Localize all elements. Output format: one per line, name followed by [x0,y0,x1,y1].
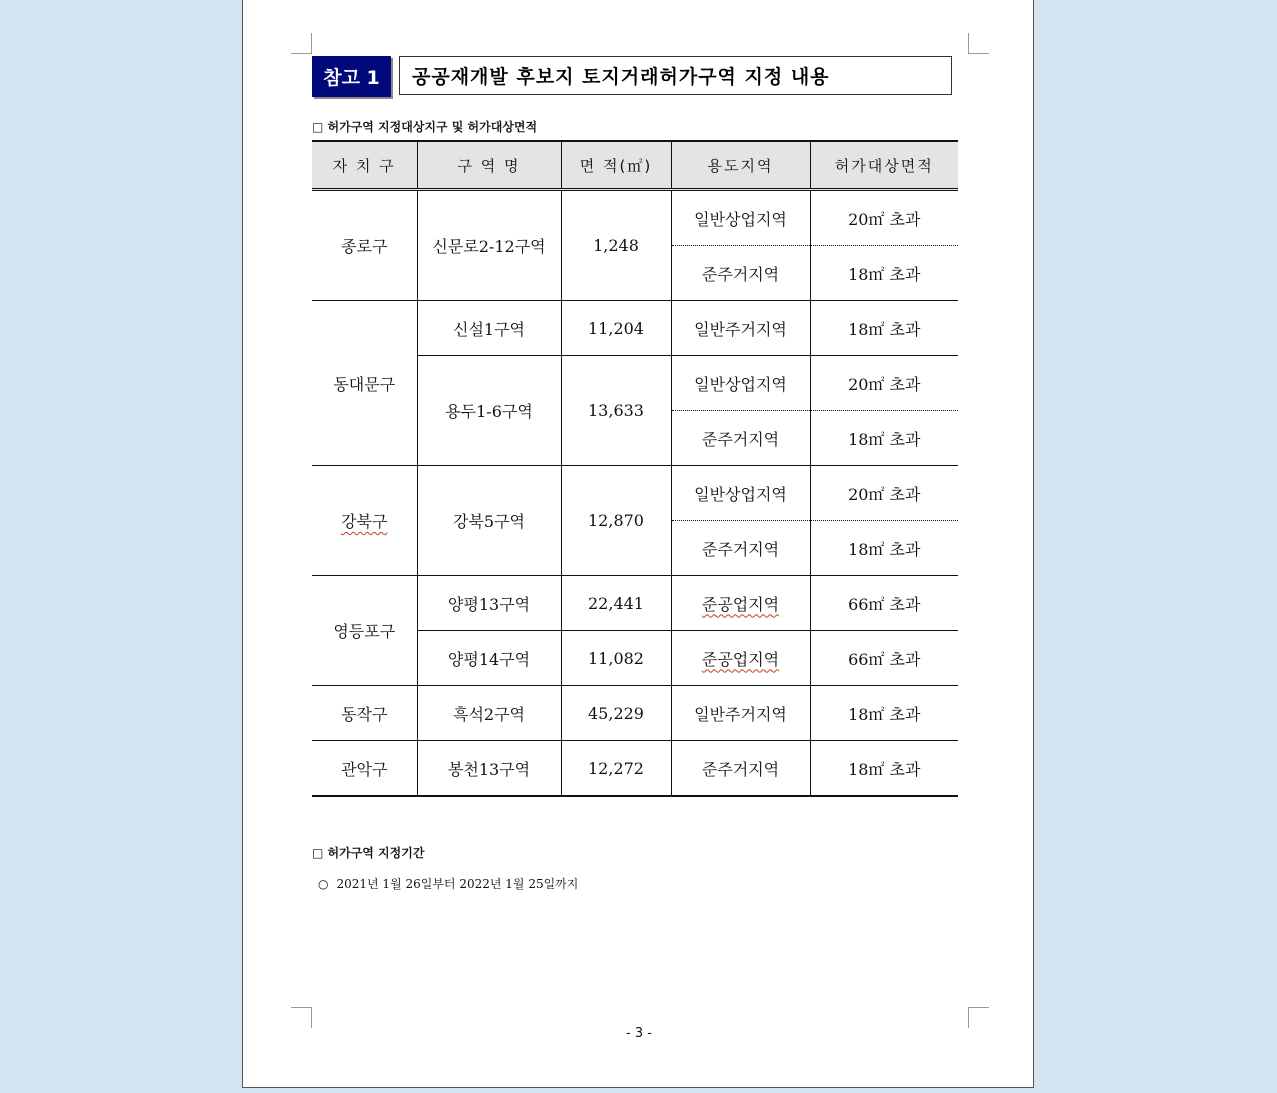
area-cell: 1,248 [561,190,671,301]
permit-zone-table [312,140,958,797]
permit-area-cell: 18㎡ 초과 [810,686,958,741]
land-use-cell: 준주거지역 [671,411,810,466]
permit-area-cell: 66㎡ 초과 [810,576,958,631]
land-use-cell: 일반주거지역 [671,301,810,356]
district-cell: 동대문구 [312,301,417,466]
land-use-cell: 일반상업지역 [671,466,810,521]
district-cell-wrap [312,466,417,576]
area-cell: 11,204 [561,301,671,356]
zone-cell: 신문로2-12구역 [417,190,561,301]
document-page [242,0,1034,1088]
zone-cell: 용두1-6구역 [417,356,561,466]
permit-area-cell: 18㎡ 초과 [810,521,958,576]
section-heading-period: □ 허가구역 지정기간 [312,846,425,860]
zone-cell: 강북5구역 [417,466,561,576]
header-land-use: 용도지역 [671,141,810,190]
reference-badge: 참고 1 [312,56,391,97]
area-cell: 11,082 [561,631,671,686]
permit-area-cell: 20㎡ 초과 [810,190,958,246]
period-line [318,875,578,892]
land-use-cell: 일반상업지역 [671,356,810,411]
land-use-cell-wrap [671,576,810,631]
bullet-icon: ○ [318,877,329,891]
header-district: 자 치 구 [312,141,417,190]
district-cell: 영등포구 [312,576,417,686]
zone-cell: 양평14구역 [417,631,561,686]
land-use-cell: 준공업지역 [701,594,780,614]
table-row [312,190,958,246]
zone-cell: 봉천13구역 [417,741,561,797]
page-number: - 3 - [626,1026,652,1041]
land-use-cell: 일반주거지역 [671,686,810,741]
table-header-row [312,141,958,190]
district-cell: 종로구 [312,190,417,301]
area-cell: 45,229 [561,686,671,741]
crop-mark-top-left [291,33,312,54]
table-row [312,741,958,797]
title-row [312,56,953,97]
district-cell: 관악구 [312,741,417,797]
table-row [312,301,958,356]
table-row [312,686,958,741]
land-use-cell-wrap [671,631,810,686]
header-permit-area: 허가대상면적 [810,141,958,190]
permit-area-cell: 20㎡ 초과 [810,356,958,411]
land-use-cell: 준주거지역 [671,741,810,797]
crop-mark-bottom-right [968,1007,989,1028]
permit-area-cell: 18㎡ 초과 [810,301,958,356]
area-cell: 12,272 [561,741,671,797]
table-row [312,466,958,521]
zone-cell: 흑석2구역 [417,686,561,741]
crop-mark-top-right [968,33,989,54]
land-use-cell: 준주거지역 [671,246,810,301]
area-cell: 13,633 [561,356,671,466]
district-cell: 강북구 [341,512,388,531]
area-cell: 22,441 [561,576,671,631]
page-title: 공공재개발 후보지 토지거래허가구역 지정 내용 [399,56,952,95]
period-text: 2021년 1월 26일부터 2022년 1월 25일까지 [336,877,579,891]
permit-area-cell: 18㎡ 초과 [810,741,958,797]
permit-area-cell: 20㎡ 초과 [810,466,958,521]
crop-mark-bottom-left [291,1007,312,1028]
land-use-cell: 준주거지역 [671,521,810,576]
table-row [312,576,958,631]
section-heading-districts: □ 허가구역 지정대상지구 및 허가대상면적 [312,120,538,134]
land-use-cell: 준공업지역 [701,649,780,669]
permit-area-cell: 66㎡ 초과 [810,631,958,686]
header-area: 면 적(㎡) [561,141,671,190]
area-cell: 12,870 [561,466,671,576]
land-use-cell: 일반상업지역 [671,190,810,246]
zone-cell: 양평13구역 [417,576,561,631]
permit-area-cell: 18㎡ 초과 [810,246,958,301]
zone-cell: 신설1구역 [417,301,561,356]
district-cell: 동작구 [312,686,417,741]
permit-area-cell: 18㎡ 초과 [810,411,958,466]
header-zone-name: 구 역 명 [417,141,561,190]
